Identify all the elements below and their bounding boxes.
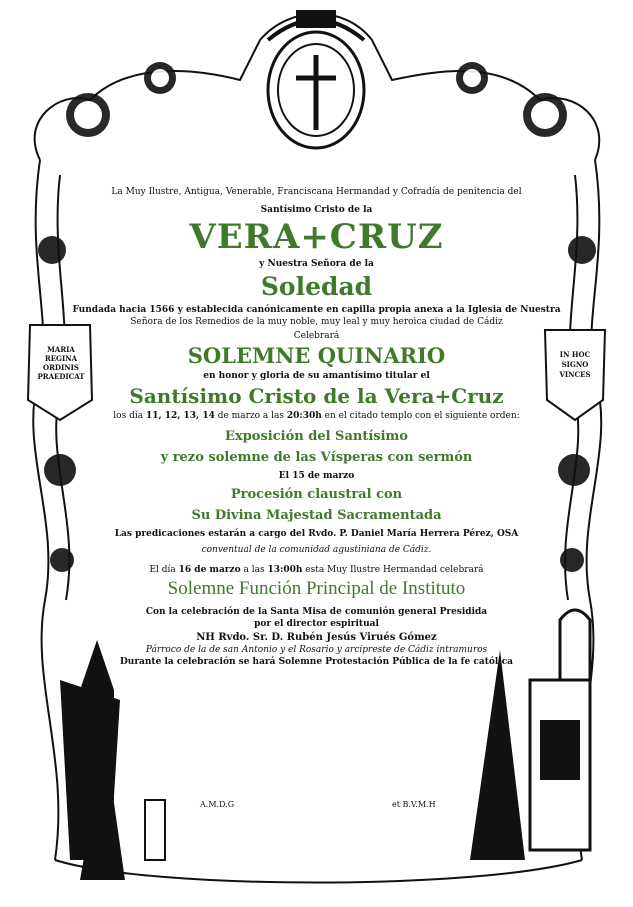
brotherhood-line: La Muy Ilustre, Antigua, Venerable, Franciscana Hermandad y Cofradía de penitencia del <box>111 187 522 197</box>
cristo-title: Santísimo Cristo de la Vera+Cruz <box>129 384 504 408</box>
senora-intro: y Nuestra Señora de la <box>259 259 374 269</box>
foundation-line-1: Fundada hacia 1566 y establecida canónicamente en capilla propia anexa a la Iglesia de Nuestra <box>72 305 561 315</box>
right-cartouche-line: VINCES <box>559 370 591 379</box>
misa-line: Con la celebración de la Santa Misa de comunión general Presidida <box>145 607 488 617</box>
cristo-intro: Santísimo Cristo de la <box>260 205 373 215</box>
funcion-day-prefix: El día <box>149 565 179 575</box>
funcion-day: 16 de marzo <box>178 565 241 575</box>
amdg-left: A.M.D.G <box>200 800 235 809</box>
days-prefix: los día <box>113 411 146 421</box>
announcement-body <box>70 186 563 668</box>
foundation-line-2: Señora de los Remedios de la muy noble, muy leal y muy heroica ciudad de Cádiz <box>130 317 503 327</box>
quinario-title: SOLEMNE QUINARIO <box>187 343 446 368</box>
soledad-title: Soledad <box>260 272 373 301</box>
priest-name: NH Rvdo. Sr. D. Rubén Jesús Virués Gómez <box>196 632 437 643</box>
days-value: 11, 12, 13, 14 <box>145 411 215 421</box>
right-cartouche-line: IN HOC <box>559 350 591 359</box>
quinario-days <box>70 410 563 422</box>
preacher-line: Las predicaciones estarán a cargo del Rvdo. P. Daniel María Herrera Pérez, OSA <box>114 529 519 539</box>
time-value: 20:30h <box>286 411 322 421</box>
left-cartouche-line: REGINA <box>44 354 78 363</box>
protestacion-line: Durante la celebración se hará Solemne Protestación Pública de la fe católica <box>119 657 514 667</box>
parroco-line: Párroco de la de san Antonio y el Rosario y arcipreste de Cádiz intramuros <box>145 645 488 655</box>
act-exposicion: Exposición del Santísimo <box>225 429 408 444</box>
funcion-day-suffix: esta Muy Ilustre Hermandad celebrará <box>302 565 484 575</box>
left-cartouche-line: ORDINIS <box>43 363 79 372</box>
day-15: El 15 de marzo <box>278 471 355 481</box>
right-cartouche-line: SIGNO <box>561 360 589 369</box>
bvmh-right: et B.V.M.H <box>392 800 436 809</box>
director-line: por el director espiritual <box>254 619 379 629</box>
funcion-date <box>70 564 563 576</box>
days-middle: de marzo a las <box>214 411 287 421</box>
celebrara-text: Celebrará <box>293 331 340 341</box>
vera-cruz-title: VERA+CRUZ <box>189 217 444 257</box>
days-suffix: en el citado templo con el siguiente orden: <box>321 411 520 421</box>
community-line: conventual de la comunidad agustiniana de Cádiz. <box>201 545 432 555</box>
act-visperas: y rezo solemne de las Vísperas con sermón <box>160 450 473 465</box>
funcion-time: 13:00h <box>267 565 303 575</box>
funcion-title: Solemne Función Principal de Instituto <box>167 578 466 599</box>
left-cartouche-line: PRAEDICAT <box>37 372 85 381</box>
left-cartouche-line: MARIA <box>47 345 75 354</box>
honor-line: en honor y gloria de su amantísimo titular el <box>203 371 430 381</box>
act-majestad: Su Divina Majestad Sacramentada <box>191 508 442 523</box>
act-procesion: Procesión claustral con <box>230 487 403 502</box>
crown-cartouche <box>268 10 364 148</box>
funcion-day-middle: a las <box>240 565 268 575</box>
